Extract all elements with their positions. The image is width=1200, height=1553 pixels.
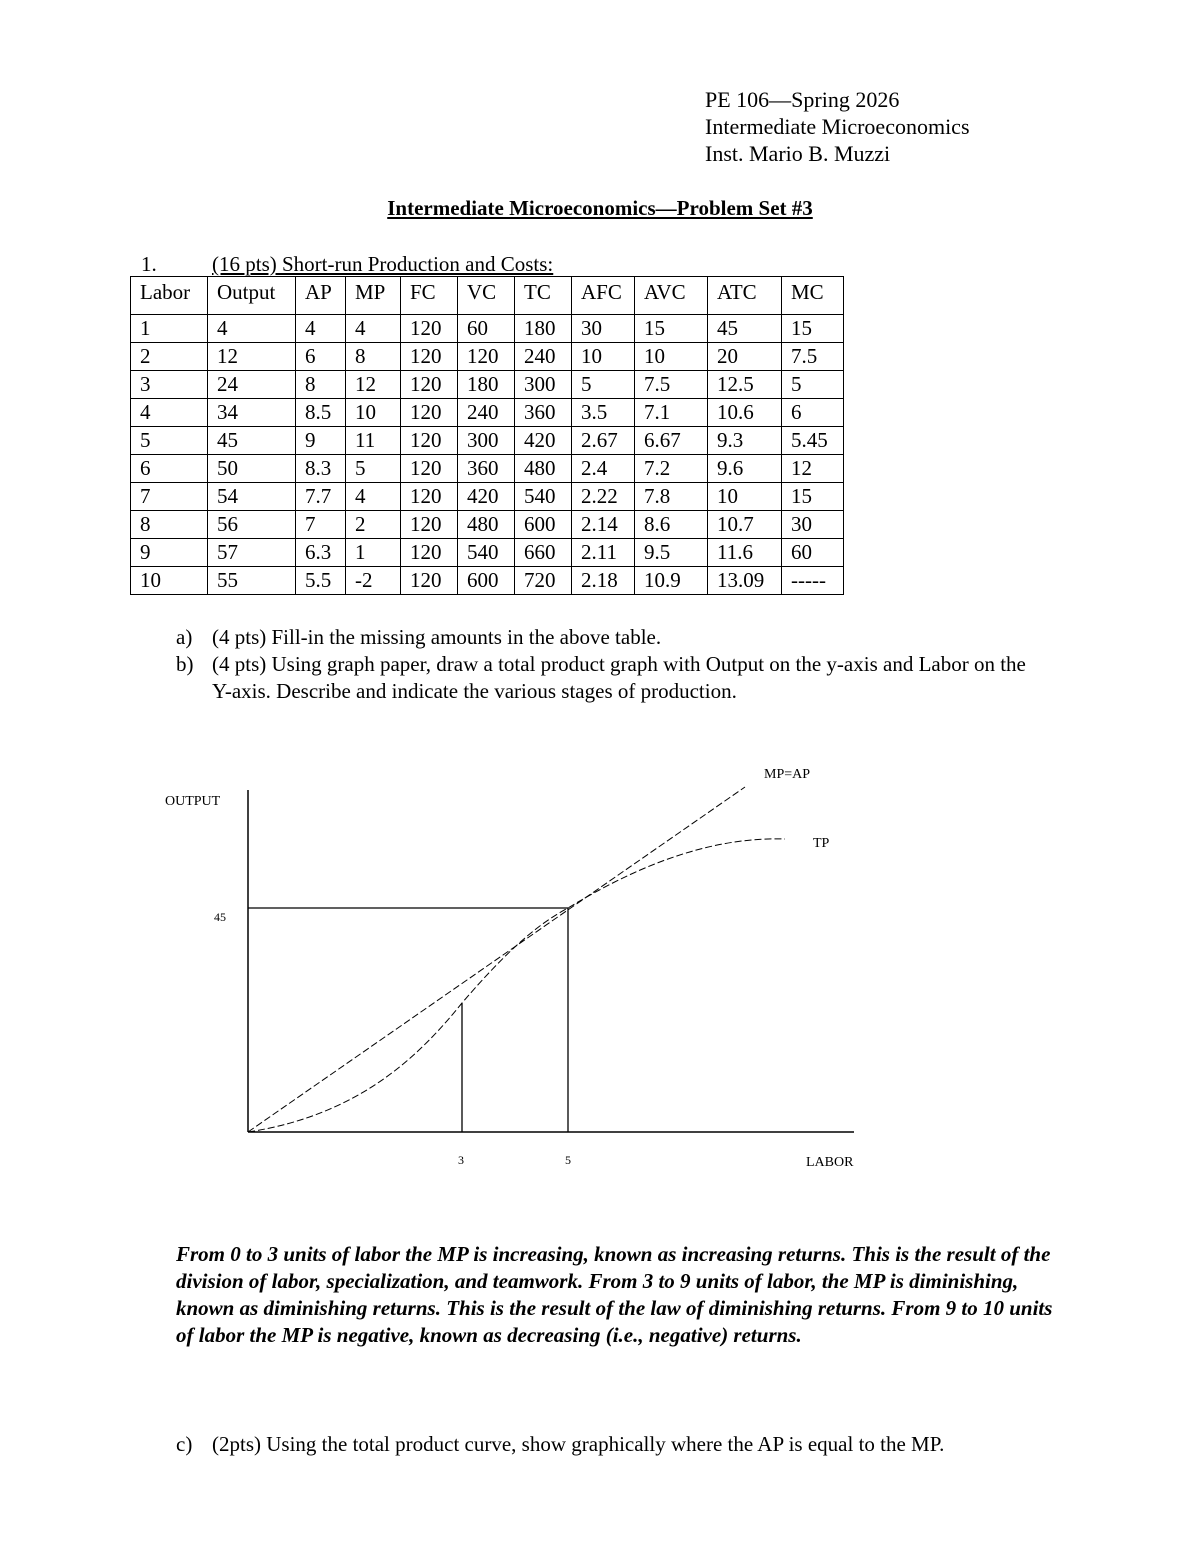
table-row [131, 315, 844, 343]
table-cell: 120 [401, 511, 458, 539]
table-cell: 240 [458, 399, 515, 427]
table-cell: 4 [346, 483, 401, 511]
column-header: MC [782, 277, 844, 315]
y-tick-label-45: 45 [214, 910, 226, 924]
table-cell: 240 [515, 343, 572, 371]
table-cell: 1 [346, 539, 401, 567]
table-cell: 7.5 [635, 371, 708, 399]
table-cell: 2.4 [572, 455, 635, 483]
table-cell: 4 [131, 399, 208, 427]
table-cell: 7.8 [635, 483, 708, 511]
table-cell: 180 [458, 371, 515, 399]
table-cell: 7.2 [635, 455, 708, 483]
column-header: Labor [131, 277, 208, 315]
table-cell: 45 [708, 315, 782, 343]
table-row [131, 483, 844, 511]
table-cell: 2.18 [572, 567, 635, 595]
part-b-text: (4 pts) Using graph paper, draw a total product graph with Output on the y-axis and Labor on the Y-axis. Describe and indicate the various stages of production. [212, 652, 1026, 703]
table-cell: 300 [515, 371, 572, 399]
table-cell: 30 [782, 511, 844, 539]
table-cell: 12 [346, 371, 401, 399]
table-cell: 11.6 [708, 539, 782, 567]
table-row [131, 343, 844, 371]
table-cell: 20 [708, 343, 782, 371]
table-cell: 56 [208, 511, 296, 539]
table-cell: 8.5 [296, 399, 346, 427]
table-cell: 13.09 [708, 567, 782, 595]
series-label-mp-ap: MP=AP [764, 767, 811, 782]
table-cell: 120 [401, 427, 458, 455]
table-cell: 6 [131, 455, 208, 483]
table-cell: -2 [346, 567, 401, 595]
table-cell: 2.14 [572, 511, 635, 539]
table-cell: 5 [782, 371, 844, 399]
table-cell: 5 [572, 371, 635, 399]
table-cell: 12 [208, 343, 296, 371]
table-cell: 10 [572, 343, 635, 371]
table-row [131, 567, 844, 595]
table-cell: 9.5 [635, 539, 708, 567]
x-tick-label-3: 3 [458, 1153, 464, 1167]
part-b-label: b) [176, 652, 194, 676]
table-cell: 120 [401, 315, 458, 343]
table-cell: 720 [515, 567, 572, 595]
course-header [705, 86, 970, 167]
table-cell: 120 [401, 567, 458, 595]
table-cell: 2.11 [572, 539, 635, 567]
series-label-tp: TP [813, 836, 830, 851]
table-cell: 120 [401, 371, 458, 399]
table-cell: ----- [782, 567, 844, 595]
table-cell: 300 [458, 427, 515, 455]
table-cell: 50 [208, 455, 296, 483]
table-cell: 120 [401, 399, 458, 427]
table-row [131, 455, 844, 483]
table-cell: 540 [458, 539, 515, 567]
part-c-text: (2pts) Using the total product curve, show graphically where the AP is equal to the MP. [212, 1432, 945, 1456]
table-row [131, 427, 844, 455]
table-cell: 57 [208, 539, 296, 567]
table-cell: 420 [458, 483, 515, 511]
production-cost-table [130, 276, 844, 595]
total-product-chart [150, 755, 870, 1185]
course-code: PE 106—Spring 2026 [705, 87, 900, 112]
table-cell: 8.3 [296, 455, 346, 483]
table-cell: 4 [346, 315, 401, 343]
document-title: Intermediate Microeconomics—Problem Set #3 [387, 196, 813, 220]
table-cell: 30 [572, 315, 635, 343]
table-row [131, 539, 844, 567]
y-axis-label: OUTPUT [165, 794, 221, 809]
table-cell: 6.3 [296, 539, 346, 567]
instructor-name: Inst. Mario B. Muzzi [705, 141, 891, 166]
column-header: VC [458, 277, 515, 315]
table-cell: 7.5 [782, 343, 844, 371]
table-cell: 4 [296, 315, 346, 343]
table-cell: 5 [346, 455, 401, 483]
table-cell: 12 [782, 455, 844, 483]
table-cell: 3 [131, 371, 208, 399]
table-cell: 7 [296, 511, 346, 539]
answer-text: From 0 to 3 units of labor the MP is increasing, known as increasing returns. This is the result of the division of labor, specialization, and teamwork. From 3 to 9 units of labor, the MP is diminishing, known as diminishing returns. This is the result of the law of diminishing returns. From 9 to 10 units of labor the MP is negative, known as decreasing (i.e., negative) returns. [176, 1242, 1053, 1347]
table-cell: 10.7 [708, 511, 782, 539]
table-cell: 10.6 [708, 399, 782, 427]
table-cell: 24 [208, 371, 296, 399]
column-header: TC [515, 277, 572, 315]
table-cell: 5.5 [296, 567, 346, 595]
table-cell: 360 [458, 455, 515, 483]
table-cell: 480 [515, 455, 572, 483]
table-row [131, 371, 844, 399]
table-cell: 8 [296, 371, 346, 399]
table-cell: 120 [401, 343, 458, 371]
table-cell: 7 [131, 483, 208, 511]
table-row [131, 511, 844, 539]
table-cell: 120 [401, 483, 458, 511]
table-cell: 12.5 [708, 371, 782, 399]
table-cell: 7.7 [296, 483, 346, 511]
table-cell: 9.3 [708, 427, 782, 455]
table-cell: 8.6 [635, 511, 708, 539]
part-a [176, 624, 1032, 651]
table-cell: 1 [131, 315, 208, 343]
table-cell: 10 [131, 567, 208, 595]
table-cell: 120 [401, 455, 458, 483]
table-cell: 600 [515, 511, 572, 539]
table-cell: 4 [208, 315, 296, 343]
table-cell: 480 [458, 511, 515, 539]
table-cell: 60 [782, 539, 844, 567]
question-number: 1. [141, 252, 157, 276]
table-cell: 2.22 [572, 483, 635, 511]
table-cell: 45 [208, 427, 296, 455]
table-cell: 3.5 [572, 399, 635, 427]
table-cell: 9 [131, 539, 208, 567]
part-a-label: a) [176, 625, 193, 649]
table-cell: 15 [782, 483, 844, 511]
table-cell: 10 [635, 343, 708, 371]
column-header: AFC [572, 277, 635, 315]
question-parts [176, 624, 1032, 705]
table-cell: 420 [515, 427, 572, 455]
table-header-row [131, 277, 844, 315]
table-cell: 15 [635, 315, 708, 343]
table-cell: 34 [208, 399, 296, 427]
table-cell: 6.67 [635, 427, 708, 455]
x-axis-label: LABOR [806, 1155, 854, 1170]
table-cell: 8 [346, 343, 401, 371]
mp-ap-ray [248, 787, 745, 1132]
table-cell: 540 [515, 483, 572, 511]
part-b [176, 651, 1032, 705]
part-c-label: c) [176, 1432, 193, 1456]
table-cell: 10 [346, 399, 401, 427]
column-header: FC [401, 277, 458, 315]
x-tick-label-5: 5 [565, 1153, 571, 1167]
part-a-text: (4 pts) Fill-in the missing amounts in the above table. [212, 625, 662, 649]
table-cell: 60 [458, 315, 515, 343]
table-cell: 8 [131, 511, 208, 539]
column-header: MP [346, 277, 401, 315]
column-header: AVC [635, 277, 708, 315]
table-cell: 15 [782, 315, 844, 343]
table-cell: 360 [515, 399, 572, 427]
table-cell: 600 [458, 567, 515, 595]
column-header: AP [296, 277, 346, 315]
table-cell: 2.67 [572, 427, 635, 455]
table-cell: 6 [782, 399, 844, 427]
table-cell: 2 [346, 511, 401, 539]
tp-curve [248, 839, 785, 1132]
column-header: ATC [708, 277, 782, 315]
table-cell: 120 [401, 539, 458, 567]
column-header: Output [208, 277, 296, 315]
table-cell: 11 [346, 427, 401, 455]
table-cell: 180 [515, 315, 572, 343]
table-cell: 5 [131, 427, 208, 455]
table-row [131, 399, 844, 427]
table-cell: 120 [458, 343, 515, 371]
part-c [176, 1431, 944, 1458]
table-cell: 6 [296, 343, 346, 371]
table-cell: 9 [296, 427, 346, 455]
table-cell: 55 [208, 567, 296, 595]
table-cell: 7.1 [635, 399, 708, 427]
table-cell: 660 [515, 539, 572, 567]
table-cell: 5.45 [782, 427, 844, 455]
question-title: (16 pts) Short-run Production and Costs: [212, 252, 554, 276]
course-name: Intermediate Microeconomics [705, 114, 970, 139]
table-cell: 9.6 [708, 455, 782, 483]
table-cell: 10 [708, 483, 782, 511]
table-cell: 2 [131, 343, 208, 371]
table-body [131, 315, 844, 595]
table-cell: 10.9 [635, 567, 708, 595]
table-cell: 54 [208, 483, 296, 511]
